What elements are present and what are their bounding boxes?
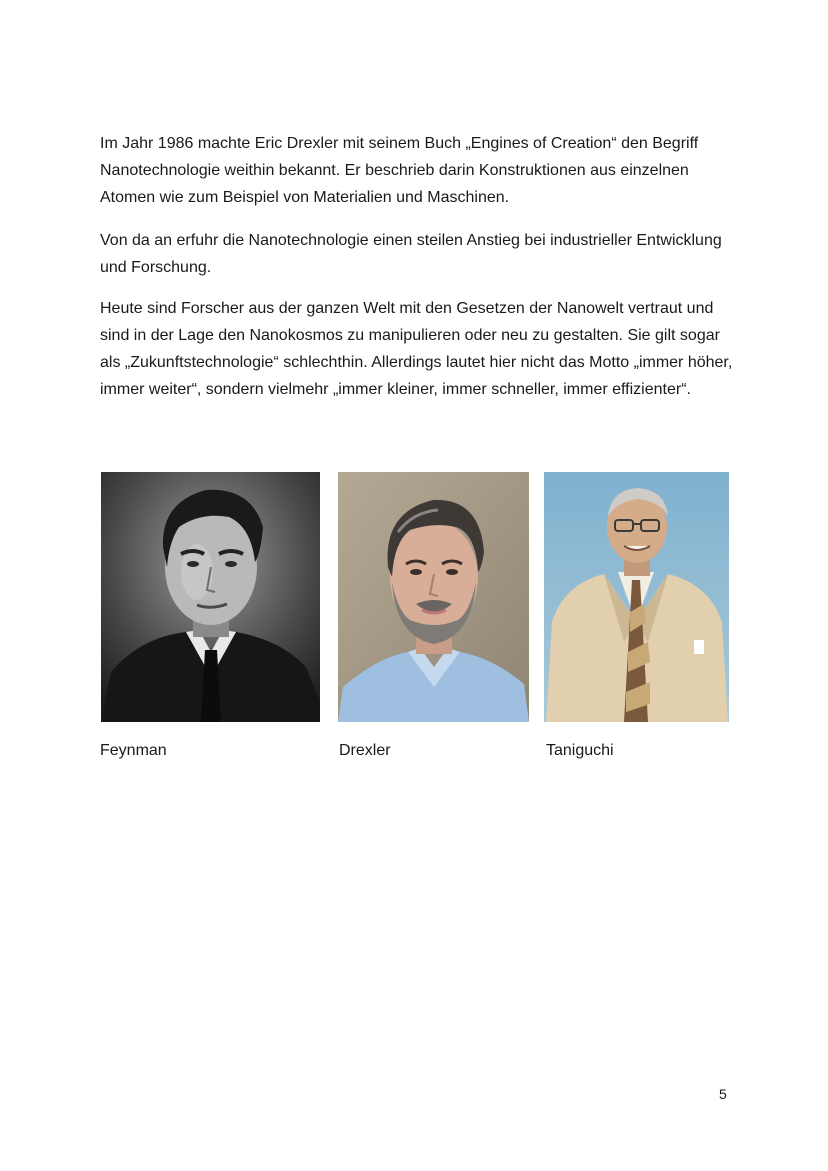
paragraph-nanotech-today: Heute sind Forscher aus der ganzen Welt mit den Gesetzen der Nanowelt vertraut und sind in der Lage den Nanokosmos zu manipulieren oder neu zu gestalten. Sie gilt sogar als „Zukunftstechnologie“ schlechthin. Allerdings lautet hier nicht das Motto „immer höher, immer weiter“, sondern vielmehr „immer kleiner, immer schneller, immer effizienter“. <box>100 300 733 398</box>
caption-drexler: Drexler <box>339 742 391 759</box>
feynman-portrait <box>101 472 320 722</box>
page-number: 5 <box>719 1086 727 1102</box>
taniguchi-portrait <box>544 472 729 722</box>
caption-taniguchi: Taniguchi <box>546 742 614 759</box>
drexler-portrait <box>338 472 529 722</box>
paragraph-nanotech-rise: Von da an erfuhr die Nanotechnologie einen steilen Anstieg bei industrieller Entwicklung und Forschung. <box>100 232 722 276</box>
paragraph-drexler-1986: Im Jahr 1986 machte Eric Drexler mit seinem Buch „Engines of Creation“ den Begriff Nanotechnologie weithin bekannt. Er beschrieb darin Konstruktionen aus einzelnen Atomen wie zum Beispiel von Materialien und Maschinen. <box>100 135 699 206</box>
caption-feynman: Feynman <box>100 742 167 759</box>
